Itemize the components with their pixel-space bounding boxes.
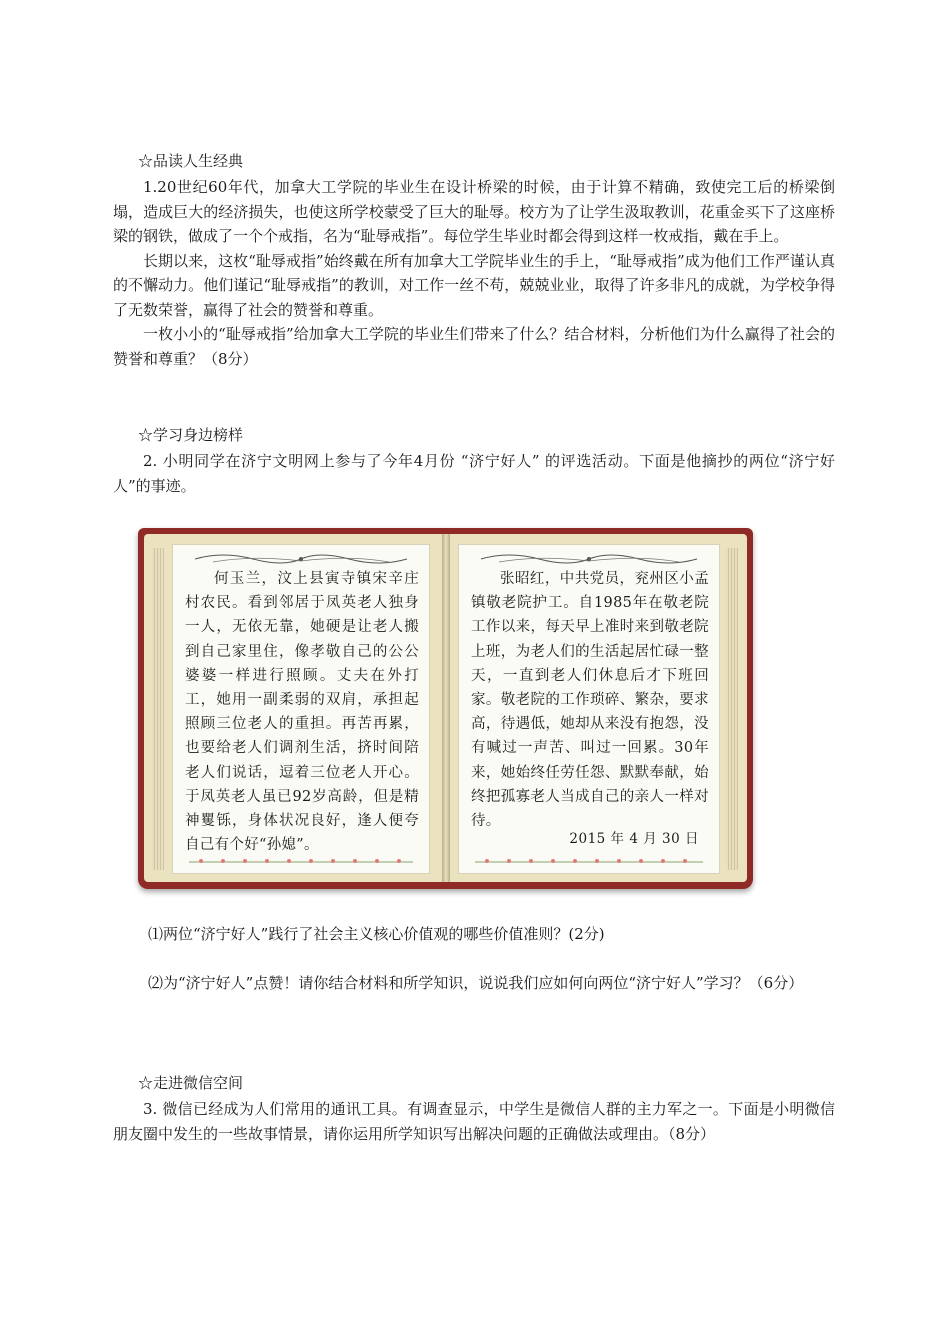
book-right-page: [458, 544, 720, 874]
question-2-1: ⑴两位“济宁好人”践行了社会主义核心价值观的哪些价值准则？(2分): [148, 925, 605, 943]
question-2-2: ⑵为“济宁好人”点赞！请你结合材料和所学知识，说说我们应如何向两位“济宁好人”学习？（6分）: [148, 974, 804, 992]
section3-title: ☆走进微信空间: [138, 1074, 244, 1092]
page-date: 2015 年 4 月 30 日: [569, 831, 699, 847]
left-page-text: 何玉兰，汶上县寅寺镇宋辛庄村农民。看到邻居于凤英老人独身一人，无依无靠，她硬是让老人搬到自己家里住，像孝敬自己的公公婆婆一样进行照顾。丈夫在外打工，她用一副柔弱的双肩，承担起照顾三位老人的重担。再苦再累，也要给老人们调剂生活，挤时间陪老人们说话，逗着三位老人开心。于凤英老人虽已92岁高龄，但是精神矍铄，身体状况良好，逢人便夸自己有个好“孙媳”。: [185, 571, 419, 854]
book-pages: [144, 534, 747, 882]
flower-border-icon: [189, 855, 413, 867]
right-page-text: 张昭红，中共党员，兖州区小孟镇敬老院护工。自1985年在敬老院工作以来，每天早上准时来到敬老院上班，为老人们的生活起居忙碌一整天，一直到老人们休息后才下班回家。敬老院的工作琐碎、繁杂，要求高，待遇低，她却从来没有抱怨，没有喊过一声苦、叫过一回累。30年来，她始终任劳任怨、默默奉献，始终把孤寡老人当成自己的亲人一样对待。: [471, 571, 709, 830]
book-spine: [442, 534, 450, 882]
flourish-ornament-icon: [479, 551, 699, 567]
book-illustration: [138, 528, 753, 889]
section1-paragraph-1: 1.20世纪60年代，加拿大工学院的毕业生在设计桥梁的时候，由于计算不精确，致使完工后的桥梁倒塌，造成巨大的经济损失，也使这所学校蒙受了巨大的耻辱。校方为了让学生汲取教训，花重金买下了这座桥梁的钢铁，做成了一个个戒指，名为“耻辱戒指”。每位学生毕业时都会得到这样一枚戒指，戴在手上。: [113, 178, 835, 245]
book-left-page: [172, 544, 430, 874]
flower-border-icon: [475, 855, 703, 867]
section1-paragraph-3: 一枚小小的“耻辱戒指”给加拿大工学院的毕业生们带来了什么？结合材料，分析他们为什么赢得了社会的赞誉和尊重？（8分）: [113, 325, 835, 368]
section2-intro: 2. 小明同学在济宁文明网上参与了今年4月份 “济宁好人” 的评选活动。下面是他摘抄的两位“济宁好人”的事迹。: [113, 452, 835, 495]
section2-title: ☆学习身边榜样: [138, 426, 244, 444]
section3-body: 3. 微信已经成为人们常用的通讯工具。有调查显示，中学生是微信人群的主力军之一。下面是小明微信朋友圈中发生的一些故事情景，请你运用所学知识写出解决问题的正确做法或理由。（8分）: [113, 1100, 835, 1143]
section1-body: [113, 175, 835, 371]
section1-paragraph-2: 长期以来，这枚“耻辱戒指”始终戴在所有加拿大工学院毕业生的手上，“耻辱戒指”成为他们工作严谨认真的不懈动力。他们谨记“耻辱戒指”的教训，对工作一丝不苟，兢兢业业，取得了许多非凡的成就，为学校争得了无数荣誉，赢得了社会的赞誉和尊重。: [113, 251, 835, 319]
flourish-ornament-icon: [193, 551, 409, 567]
section1-title: ☆品读人生经典: [138, 152, 244, 170]
